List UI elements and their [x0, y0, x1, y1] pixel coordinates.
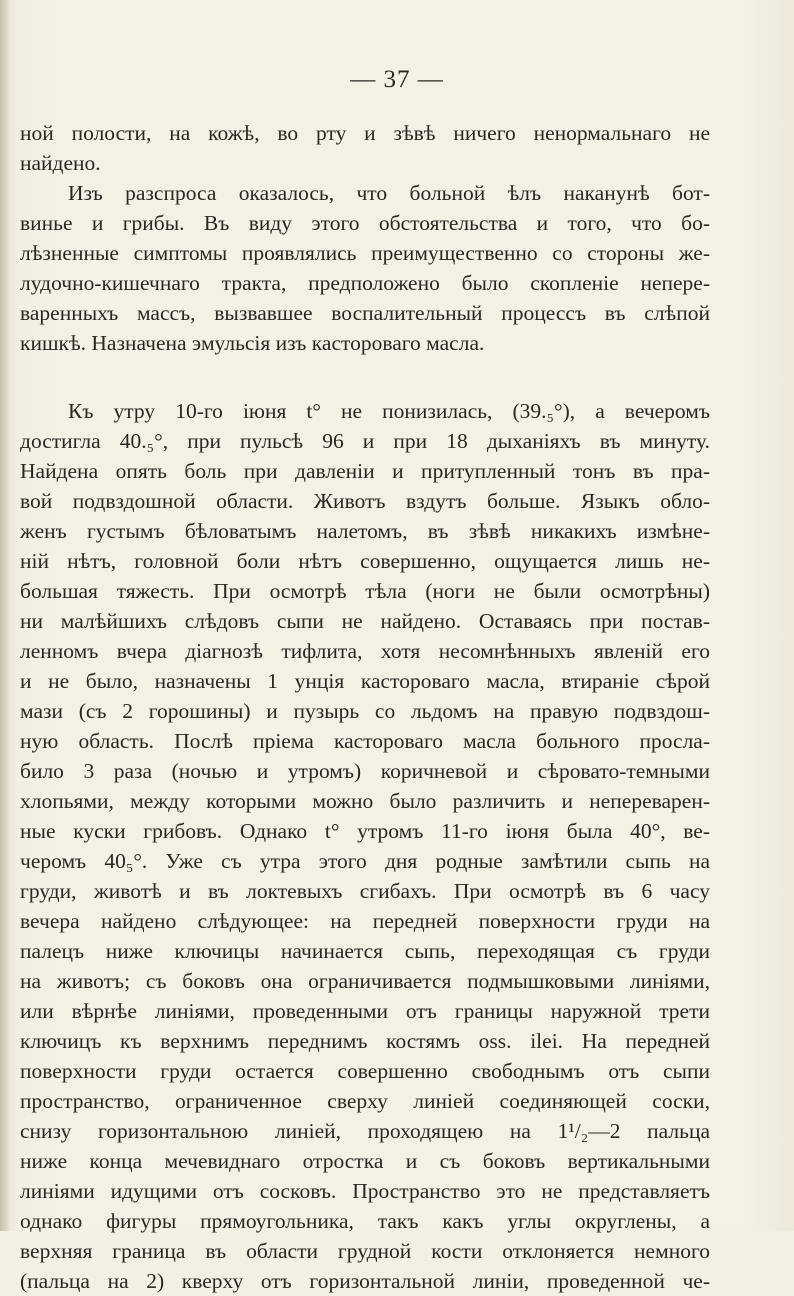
text-line: поверхности груди остается совершенно свободнымъ отъ сыпи	[20, 1059, 710, 1083]
text-line: линіями идущими отъ сосковъ. Пространство это не представляетъ	[20, 1179, 710, 1203]
text-line: ни малѣйшихъ слѣдовъ сыпи не найдено. Оставаясь при постав-	[20, 609, 710, 633]
text-line: пространство, ограниченное сверху линіей соединяющей соски,	[20, 1089, 710, 1113]
body-text	[20, 118, 710, 1296]
text-line: однако фигуры прямоугольника, такъ какъ углы округлены, а	[20, 1209, 710, 1233]
page-spine-shadow	[0, 0, 10, 1231]
text-line: било 3 раза (ночью и утромъ) коричневой и сѣровато-темными	[20, 759, 710, 783]
text-line: мази (съ 2 горошины) и пузырь со льдомъ на правую подвздош-	[20, 699, 710, 723]
paragraph-gap	[20, 358, 710, 396]
text-line: снизу горизонтальною линіей, проходящею на 1¹/₂—2 пальца	[20, 1119, 710, 1143]
text-line: ниже конца мечевиднаго отростка и съ боковъ вертикальными	[20, 1149, 710, 1173]
text-line: большая тяжесть. При осмотрѣ тѣла (ноги не были осмотрѣны)	[20, 579, 710, 603]
text-line: винье и грибы. Въ виду этого обстоятельства и того, что бо-	[20, 211, 710, 235]
text-line: Найдена опять боль при давленіи и притупленный тонъ въ пра-	[20, 459, 710, 483]
text-line: ную область. Послѣ пріема кастороваго масла больного просла-	[20, 729, 710, 753]
text-line: вечера найдено слѣдующее: на передней поверхности груди на	[20, 909, 710, 933]
text-line: кишкѣ. Назначена эмульсія изъ кастороваго масла.	[20, 331, 485, 355]
text-line: ные куски грибовъ. Однако t° утромъ 11-го іюня была 40°, ве-	[20, 819, 710, 843]
text-line: палецъ ниже ключицы начинается сыпь, переходящая съ груди	[20, 939, 710, 963]
text-line: Изъ разспроса оказалось, что больной ѣлъ наканунѣ бот-	[68, 181, 710, 205]
text-line: ной полости, на кожѣ, во рту и зѣвѣ ничего ненормальнаго не	[20, 121, 710, 145]
text-line: или вѣрнѣе линіями, проведенными отъ границы наружной трети	[20, 999, 710, 1023]
text-line: на животъ; съ боковъ она ограничивается подмышковыми линіями,	[20, 969, 710, 993]
text-line: лѣзненные симптомы проявлялись преимущественно со стороны же-	[20, 241, 710, 265]
text-line: груди, животѣ и въ локтевыхъ сгибахъ. При осмотрѣ въ 6 часу	[20, 879, 710, 903]
text-line: вой подвздошной области. Животъ вздутъ больше. Языкъ обло-	[20, 489, 710, 513]
text-line: Къ утру 10-го іюня t° не понизилась, (39.₅°), а вечеромъ	[68, 399, 710, 423]
text-line: (пальца на 2) кверху отъ горизонтальной линіи, проведенной че-	[20, 1269, 710, 1293]
text-line: ній нѣтъ, головной боли нѣтъ совершенно, ощущается лишь не-	[20, 549, 710, 573]
text-line: верхняя граница въ области грудной кости отклоняется немного	[20, 1239, 710, 1263]
text-line: и не было, назначены 1 унція кастороваго масла, втираніе сѣрой	[20, 669, 710, 693]
text-line: женъ густымъ бѣловатымъ налетомъ, въ зѣвѣ никакихъ измѣне-	[20, 519, 710, 543]
page-number: — 37 —	[350, 66, 444, 93]
text-line: черомъ 40₅°. Уже съ утра этого дня родные замѣтили сыпь на	[20, 849, 710, 873]
text-line: ленномъ вчера діагнозѣ тифлита, хотя несомнѣнныхъ явленій его	[20, 639, 710, 663]
text-line: лудочно-кишечнаго тракта, предположено было скопленіе непере-	[20, 271, 710, 295]
text-line: хлопьями, между которыми можно было различить и непереварен-	[20, 789, 710, 813]
text-line: достигла 40.₅°, при пульсѣ 96 и при 18 дыханіяхъ въ минуту.	[20, 429, 710, 453]
text-line: ключицъ къ верхнимъ переднимъ костямъ oss. ilei. На передней	[20, 1029, 710, 1053]
text-line: варенныхъ массъ, вызвавшее воспалительный процессъ въ слѣпой	[20, 301, 710, 325]
text-line: найдено.	[20, 151, 101, 175]
